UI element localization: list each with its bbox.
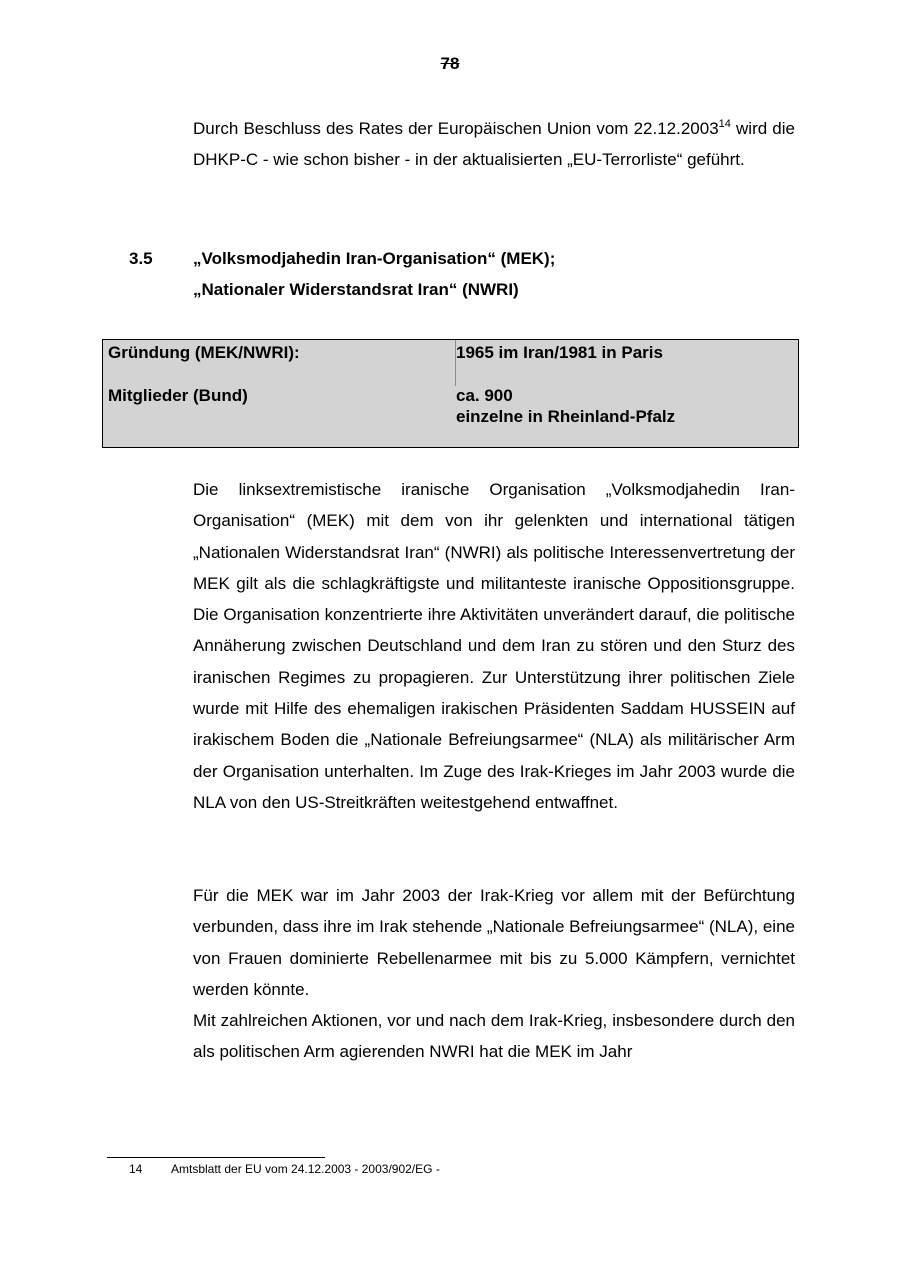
section-title-line2: „Nationaler Widerstandsrat Iran“ (NWRI) <box>193 280 519 300</box>
facts-label-members: Mitglieder (Bund) <box>108 386 248 405</box>
footnote-separator <box>107 1157 325 1158</box>
section-title-line1: „Volksmodjahedin Iran-Organisation“ (MEK); <box>193 249 556 268</box>
footnote-text: Amtsblatt der EU vom 24.12.2003 - 2003/902/EG - <box>171 1162 440 1176</box>
section-number: 3.5 <box>129 249 153 268</box>
paragraph-text: Für die MEK war im Jahr 2003 der Irak-Krieg vor allem mit der Befürchtung verbunden, dass ihre im Irak stehende „Nationale Befreiungsarmee“ (NLA), eine von Frauen dominierte Rebellenarmee mit bis zu 5.000 Kämpfern, vernichtet werden könnte. <box>193 886 795 999</box>
intro-paragraph <box>193 113 795 176</box>
facts-value-founding: 1965 im Iran/1981 in Paris <box>456 343 663 362</box>
facts-value-members: ca. 900 <box>456 386 513 405</box>
footnote-reference[interactable]: 14 <box>718 118 731 130</box>
footnote-number: 14 <box>129 1162 143 1176</box>
body-paragraph-1 <box>193 474 795 818</box>
paragraph-text: Die linksextremistische iranische Organisation „Volksmodjahedin Iran-Organisation“ (MEK) mit dem von ihr gelenkten und international tätigen „Nationalen Widerstandsrat Iran“ (NWRI) als politische Interessenvertretung der MEK gilt als die schlagkräftigste und militanteste iranische Oppositionsgruppe. Die Organisation konzentrierte ihre Aktivitäten unverändert darauf, die politische Annäherung zwischen Deutschland und dem Iran zu stören und den Sturz des iranischen Regimes zu propagieren. Zur Unterstützung ihrer politischen Ziele wurde mit Hilfe des ehemaligen irakischen Präsidenten Saddam HUSSEIN auf irakischem Boden die „Nationale Befreiungsarmee“ (NLA) als militärischer Arm der Organisation unterhalten. Im Zuge des Irak-Krieges im Jahr 2003 wurde die NLA von den US-Streitkräften weitestgehend entwaffnet. <box>193 480 795 812</box>
facts-table <box>102 339 799 448</box>
page-number: 78 <box>440 54 460 73</box>
section-title <box>193 243 555 306</box>
intro-text-after: wird die DHKP-C - wie schon bisher - in der aktualisierten „EU-Terrorliste“ geführt. <box>193 119 795 170</box>
facts-value-members-rlp: einzelne in Rheinland-Pfalz <box>456 407 676 426</box>
facts-label-founding: Gründung (MEK/NWRI): <box>108 343 300 362</box>
body-paragraph-2 <box>193 880 795 1068</box>
paragraph-text: Mit zahlreichen Aktionen, vor und nach dem Irak-Krieg, insbesondere durch den als politischen Arm agierenden NWRI hat die MEK im Jahr <box>193 1011 795 1062</box>
intro-text: Durch Beschluss des Rates der Europäischen Union vom 22.12.2003 <box>193 119 719 138</box>
